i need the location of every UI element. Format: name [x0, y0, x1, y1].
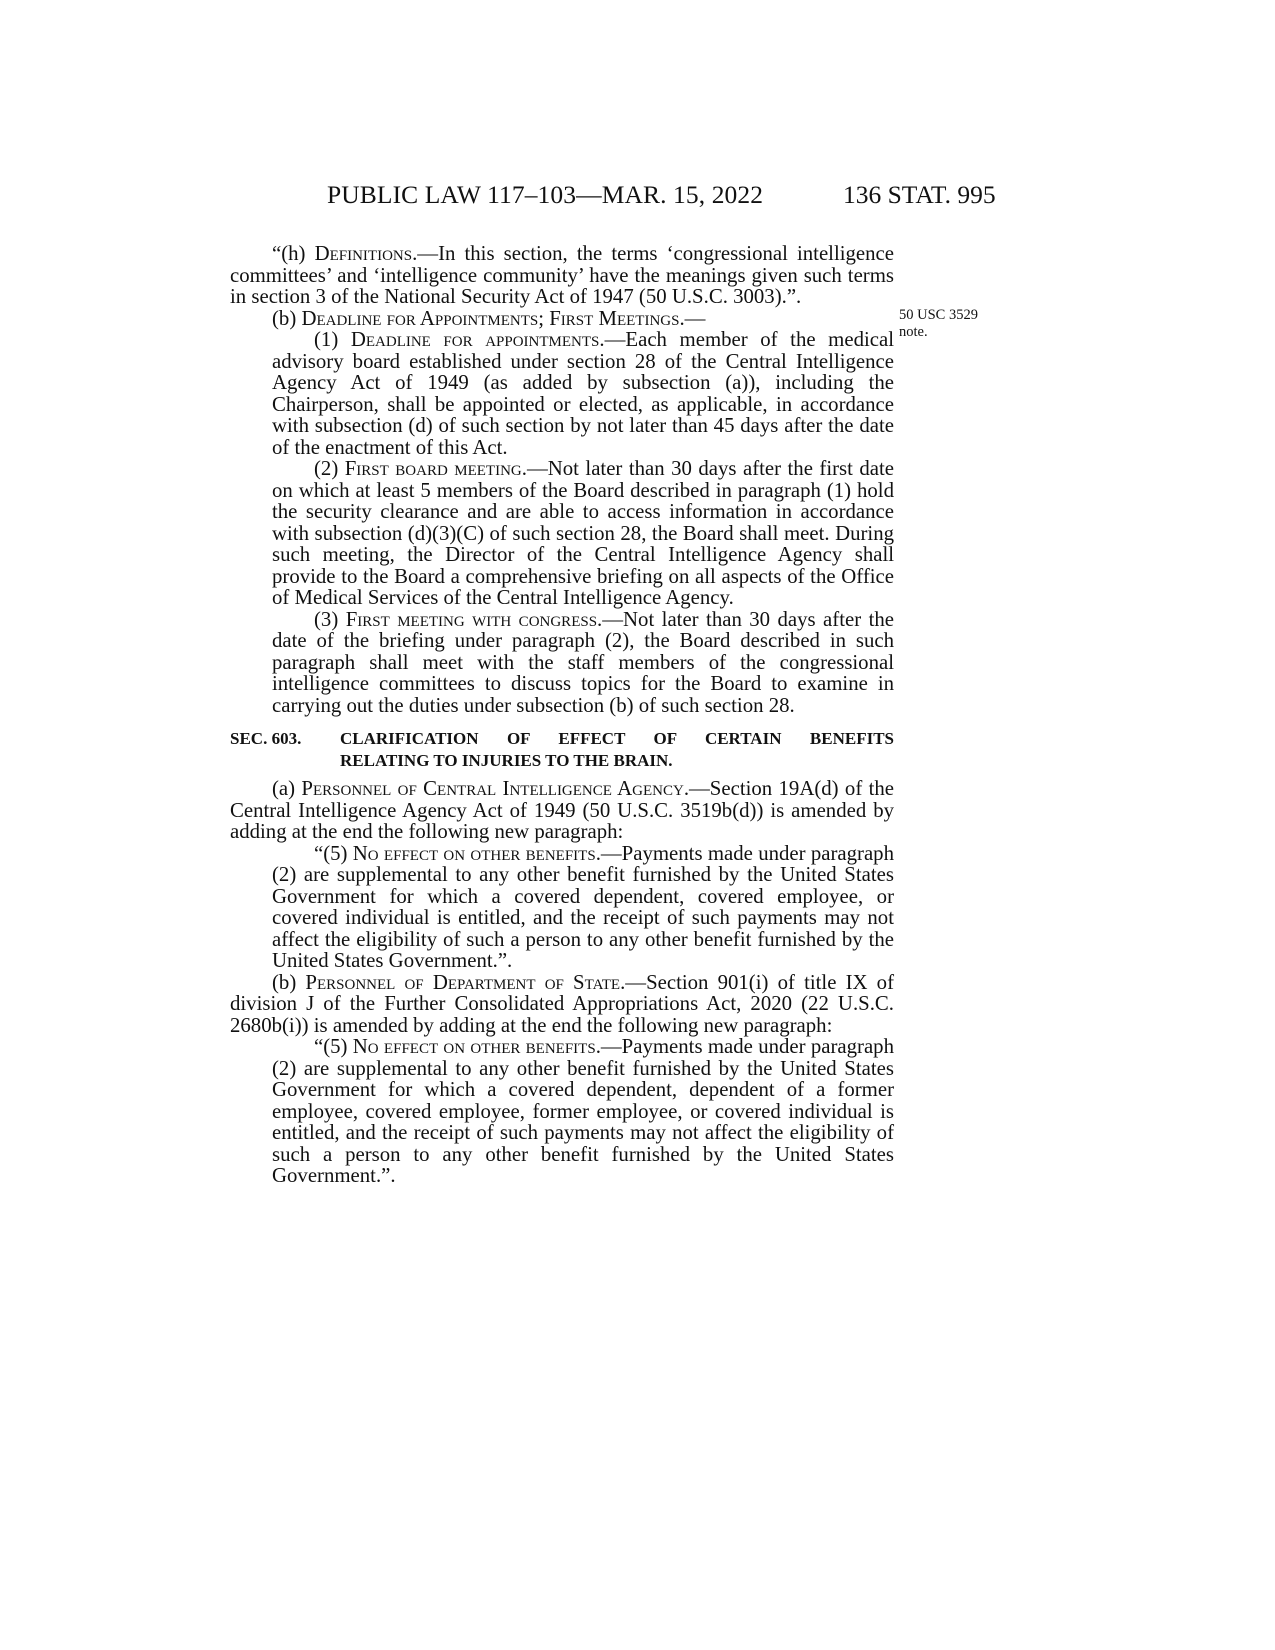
- subsection-lead: (b): [272, 306, 302, 330]
- section-title-line-2: RELATING TO INJURIES TO THE BRAIN.: [340, 751, 673, 770]
- paragraph-lead: “(5): [314, 1035, 353, 1058]
- section-title: [340, 728, 894, 772]
- running-header-title: PUBLIC LAW 117–103—MAR. 15, 2022: [327, 180, 764, 209]
- margin-note: [899, 307, 978, 341]
- section-number: SEC. 603.: [230, 729, 302, 748]
- paragraph-heading: First board meeting: [344, 457, 522, 480]
- paragraph-heading: No effect on other benefits: [352, 1035, 596, 1058]
- subsection-text: .—Section 901(i) of title IX of division J of the Further Consolidated Appropriations Act, 2020 (22 U.S.C. 2680b(i)) is amended by adding at the end the following new paragraph:: [230, 970, 895, 1037]
- paragraph-lead: (3): [314, 607, 346, 631]
- section-title-line-1: CLARIFICATION OF EFFECT OF CERTAIN BENEFITS: [340, 729, 894, 748]
- paragraph-lead: (1): [314, 328, 351, 351]
- section-603-subsection-a: [230, 778, 894, 843]
- subsection-heading: Personnel of Central Intelligence Agency: [301, 777, 684, 800]
- paragraph-text: .—In this section, the terms ‘congressional intelligence committees’ and ‘intelligence community’ have the meanings given such terms in section 3 of the National Security Act of 1947 (50 U.S.C. 3003).”.: [230, 242, 894, 308]
- paragraph-heading: Definitions: [314, 242, 413, 265]
- subsection-heading: Personnel of Department of State: [305, 970, 621, 994]
- paragraph-lead: (2): [314, 457, 345, 480]
- paragraph-text: .—Payments made under paragraph (2) are supplemental to any other benefit furnished by the United States Government for which a covered dependent, covered employee, or covered individual is entitled, and the receipt of such payments may not affect the eligibility of such a person to any other benefit furnished by the United States Government.”.: [272, 841, 894, 972]
- paragraph-b1-deadline: [230, 329, 894, 458]
- margin-note-suffix: note.: [899, 324, 928, 340]
- subsection-text: .—: [679, 306, 706, 330]
- paragraph-text: .—Payments made under paragraph (2) are supplemental to any other benefit furnished by the United States Government for which a covered dependent, dependent of a former employee, covered employee, former employee, or covered individual is entitled, and the receipt of such payments may not affect the eligibility of such a person to any other benefit furnished by the United States Government.”.: [272, 1035, 894, 1187]
- paragraph-heading: Deadline for appointments: [350, 328, 600, 351]
- section-603-a-paragraph-5: [230, 843, 894, 972]
- paragraph-h-definitions: [230, 243, 894, 308]
- subsection-text: .—Section 19A(d) of the Central Intelligence Agency Act of 1949 (50 U.S.C. 3519b(d)) is amended by adding at the end the following new paragraph:: [230, 777, 894, 843]
- section-603-b-paragraph-5: [230, 1036, 894, 1187]
- paragraph-b2-first-board-meeting: [230, 458, 894, 609]
- paragraph-lead: “(5): [314, 841, 353, 865]
- paragraph-b3-first-meeting-congress: [230, 609, 894, 717]
- paragraph-heading: No effect on other benefits: [352, 841, 596, 865]
- subsection-lead: (b): [272, 970, 306, 994]
- subsection-b-heading: [230, 308, 894, 330]
- paragraph-heading: First meeting with congress: [345, 607, 598, 631]
- margin-note-citation: 50 USC 3529: [899, 307, 978, 323]
- subsection-heading: Deadline for Appointments; First Meetings: [301, 306, 680, 330]
- paragraph-lead: “(h): [272, 242, 315, 265]
- page-citation: 136 STAT. 995: [843, 180, 996, 209]
- paragraph-text: .—Not later than 30 days after the date of the briefing under paragraph (2), the Board described in such paragraph shall meet with the staff members of the congressional intelligence committees to discuss topics for the Board to examine in carrying out the duties under subsection (b) of such section 28.: [272, 607, 894, 717]
- section-603-heading: [230, 728, 894, 772]
- document-body: [230, 243, 894, 1187]
- paragraph-text: .—Each member of the medical advisory board established under section 28 of the Central Intelligence Agency Act of 1949 (as added by subsection (a)), including the Chairperson, shall be appointed or elected, as applicable, in accordance with subsection (d) of such section by not later than 45 days after the date of the enactment of this Act.: [272, 328, 894, 459]
- paragraph-text: .—Not later than 30 days after the first date on which at least 5 members of the Board described in paragraph (1) hold the security clearance and are able to access information in accordance with subsection (d)(3)(C) of such section 28, the Board shall meet. During such meeting, the Director of the Central Intelligence Agency shall provide to the Board a comprehensive briefing on all aspects of the Office of Medical Services of the Central Intelligence Agency.: [272, 457, 895, 609]
- section-603-subsection-b: [230, 972, 894, 1037]
- subsection-lead: (a): [272, 777, 302, 800]
